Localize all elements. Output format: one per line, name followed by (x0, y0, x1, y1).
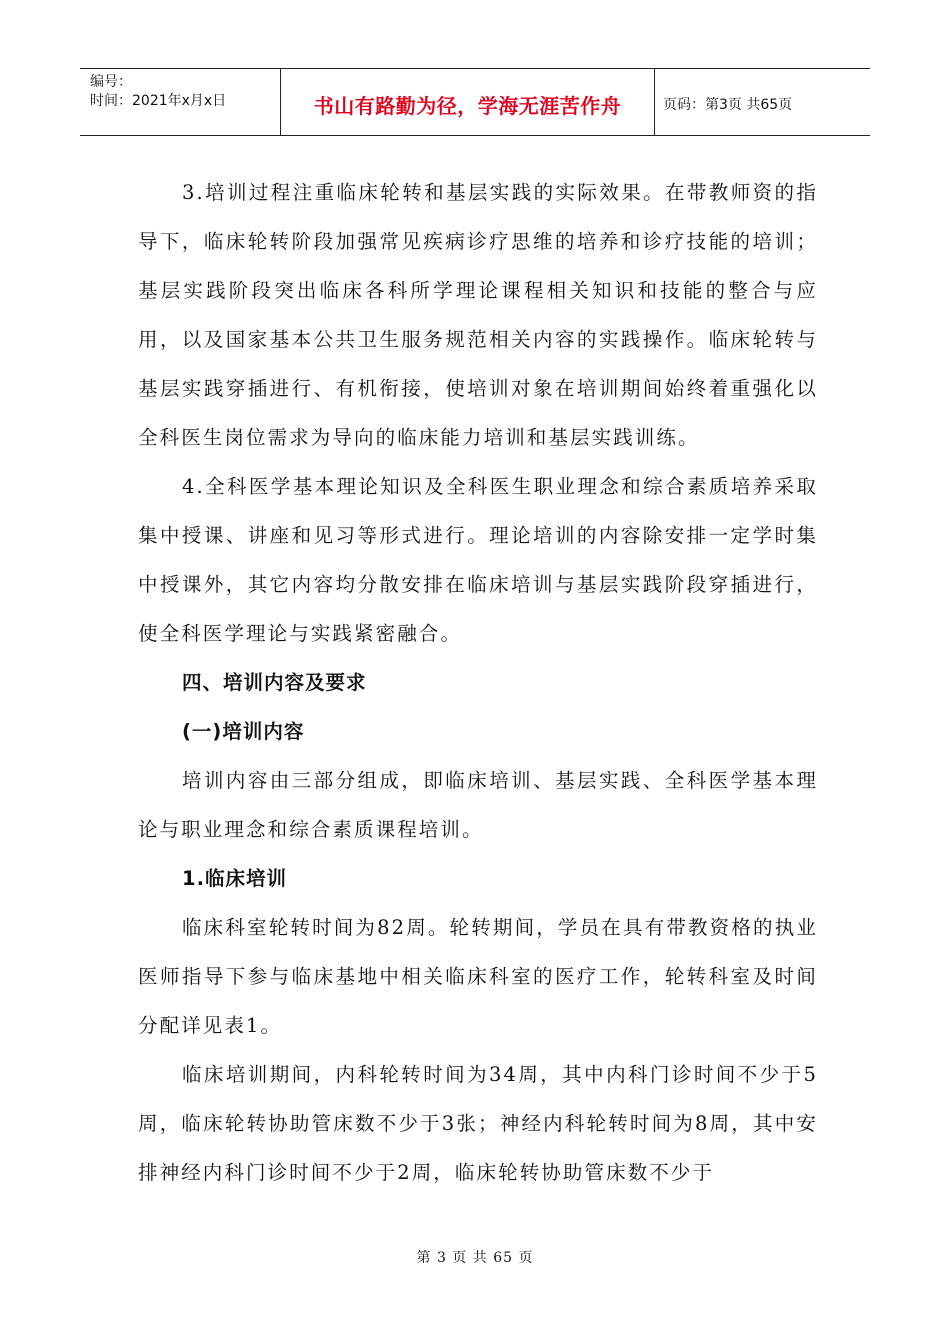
section-heading: 四、培训内容及要求 (182, 671, 367, 694)
item-heading: 1.临床培训 (182, 867, 287, 890)
document-date-label: 时间：2021年x月x日 (90, 93, 227, 109)
paragraph: 临床科室轮转时间为82周。轮转期间，学员在具有带教资格的执业医师指导下参与临床基地中相关临床科室的医疗工作，轮转科室及时间分配详见表1。 (138, 916, 818, 1037)
header-page-info-cell (655, 69, 870, 135)
document-body (138, 168, 818, 1197)
paragraph: 4.全科医学基本理论知识及全科医生职业理念和综合素质培养采取集中授课、讲座和见习等形式进行。理论培训的内容除安排一定学时集中授课外，其它内容均分散安排在临床培训与基层实践阶段穿插进行，使全科医学理论与实践紧密融合。 (138, 475, 818, 645)
document-number-label: 编号： (90, 74, 132, 90)
subsection-heading: (一)培训内容 (182, 720, 305, 743)
paragraph: 3.培训过程注重临床轮转和基层实践的实际效果。在带教师资的指导下，临床轮转阶段加强常见疾病诊疗思维的培养和诊疗技能的培训；基层实践阶段突出临床各科所学理论课程相关知识和技能的整合与应用，以及国家基本公共卫生服务规范相关内容的实践操作。临床轮转与基层实践穿插进行、有机衔接，使培训对象在培训期间始终着重强化以全科医生岗位需求为导向的临床能力培训和基层实践训练。 (138, 181, 818, 449)
header-page-info: 页码：第3页 共65页 (663, 97, 793, 113)
header-meta (80, 69, 281, 135)
header-motto-cell (281, 69, 655, 135)
document-header (80, 68, 870, 136)
page-footer: 第 3 页 共 65 页 (416, 1250, 534, 1266)
paragraph: 临床培训期间，内科轮转时间为34周，其中内科门诊时间不少于5周，临床轮转协助管床数不少于3张；神经内科轮转时间为8周，其中安排神经内科门诊时间不少于2周，临床轮转协助管床数不少于 (138, 1063, 818, 1184)
paragraph: 培训内容由三部分组成，即临床培训、基层实践、全科医学基本理论与职业理念和综合素质课程培训。 (138, 769, 818, 841)
header-motto: 书山有路勤为径，学海无涯苦作舟 (313, 93, 622, 118)
